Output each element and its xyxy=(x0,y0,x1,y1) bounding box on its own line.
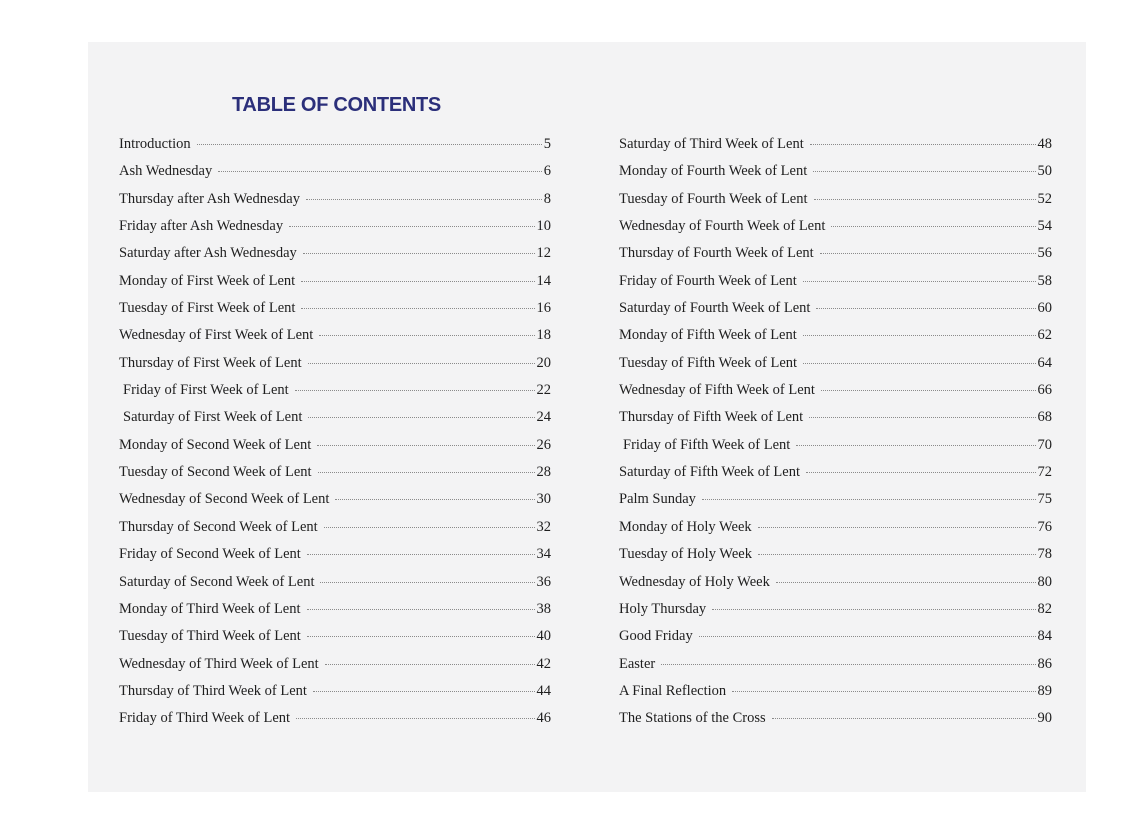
toc-entry xyxy=(119,163,551,190)
toc-entry-label: Monday of Fourth Week of Lent xyxy=(619,163,808,180)
toc-entry-label: Tuesday of Holy Week xyxy=(619,546,752,563)
toc-entry-page: 40 xyxy=(536,628,551,645)
toc-entry-page: 38 xyxy=(536,600,551,617)
toc-entry-page: 12 xyxy=(536,245,551,262)
dot-leader xyxy=(820,253,1036,254)
toc-entry xyxy=(119,409,551,436)
toc-entry-label: Saturday of Second Week of Lent xyxy=(119,573,315,590)
toc-entry xyxy=(619,710,1052,737)
dot-leader xyxy=(324,527,535,528)
toc-entry-page: 78 xyxy=(1037,546,1052,563)
toc-entry xyxy=(619,464,1052,491)
toc-entry-label: Saturday of Third Week of Lent xyxy=(619,136,804,152)
toc-entry-label: Friday of Second Week of Lent xyxy=(119,546,301,563)
toc-entry xyxy=(119,628,551,655)
toc-entry-label: Easter xyxy=(619,655,656,672)
toc-entry-page: 86 xyxy=(1037,655,1052,672)
toc-entry xyxy=(619,519,1052,546)
toc-entry xyxy=(619,355,1052,382)
toc-entry-label: Saturday of Fifth Week of Lent xyxy=(619,464,800,481)
toc-entry-page: 66 xyxy=(1037,382,1052,399)
toc-entry-page: 50 xyxy=(1037,163,1052,180)
toc-entry xyxy=(119,355,551,382)
toc-entry-label: A Final Reflection xyxy=(619,682,727,699)
toc-entry xyxy=(619,574,1052,601)
dot-leader xyxy=(197,144,542,145)
toc-entry-label: Saturday of First Week of Lent xyxy=(123,409,303,426)
toc-entry xyxy=(119,437,551,464)
toc-entry xyxy=(619,136,1052,163)
dot-leader xyxy=(307,609,535,610)
dot-leader xyxy=(320,582,534,583)
toc-entry xyxy=(119,574,551,601)
toc-entry-page: 68 xyxy=(1037,409,1052,426)
toc-entry-label: Saturday of Fourth Week of Lent xyxy=(619,300,811,317)
toc-entry-page: 16 xyxy=(536,300,551,317)
toc-entry xyxy=(119,546,551,573)
dot-leader xyxy=(831,226,1035,227)
dot-leader xyxy=(319,335,534,336)
dot-leader xyxy=(303,253,535,254)
toc-entry-label: Tuesday of Second Week of Lent xyxy=(119,464,312,481)
toc-entry-page: 89 xyxy=(1037,682,1052,699)
toc-entry-label: Holy Thursday xyxy=(619,600,707,617)
toc-entry xyxy=(119,327,551,354)
toc-entry xyxy=(619,245,1052,272)
toc-entry-label: Friday of Fifth Week of Lent xyxy=(623,436,791,453)
toc-entry-page: 8 xyxy=(543,190,551,207)
dot-leader xyxy=(803,363,1035,364)
toc-entry-page: 20 xyxy=(536,354,551,371)
toc-entry-page: 58 xyxy=(1037,272,1052,289)
toc-entry-page: 46 xyxy=(536,710,551,727)
page-title: TABLE OF CONTENTS xyxy=(232,94,441,116)
dot-leader xyxy=(814,199,1036,200)
toc-entry-label: Introduction xyxy=(119,136,191,152)
toc-entry xyxy=(619,601,1052,628)
toc-entry xyxy=(619,273,1052,300)
toc-entry-label: Friday of Third Week of Lent xyxy=(119,710,291,727)
toc-entry xyxy=(119,656,551,683)
toc-entry xyxy=(619,163,1052,190)
toc-entry-page: 62 xyxy=(1037,327,1052,344)
toc-entry xyxy=(119,245,551,272)
toc-entry-label: Friday of First Week of Lent xyxy=(123,382,289,399)
toc-entry xyxy=(619,409,1052,436)
toc-entry xyxy=(119,464,551,491)
toc-entry xyxy=(619,656,1052,683)
dot-leader xyxy=(712,609,1035,610)
toc-entry-page: 84 xyxy=(1037,628,1052,645)
dot-leader xyxy=(732,691,1035,692)
toc-entry-page: 32 xyxy=(536,518,551,535)
dot-leader xyxy=(301,281,534,282)
dot-leader xyxy=(806,472,1036,473)
toc-entry xyxy=(619,491,1052,518)
dot-leader xyxy=(296,718,534,719)
toc-column-right xyxy=(619,136,1052,738)
toc-entry xyxy=(119,491,551,518)
toc-entry-page: 52 xyxy=(1037,190,1052,207)
toc-entry-label: Monday of Second Week of Lent xyxy=(119,436,312,453)
toc-entry-page: 48 xyxy=(1037,136,1052,152)
toc-entry-page: 5 xyxy=(543,136,551,152)
dot-leader xyxy=(661,664,1035,665)
toc-entry-page: 24 xyxy=(536,409,551,426)
toc-entry-label: Wednesday of Fifth Week of Lent xyxy=(619,382,815,399)
toc-entry-page: 80 xyxy=(1037,573,1052,590)
toc-entry-page: 76 xyxy=(1037,518,1052,535)
toc-entry xyxy=(619,546,1052,573)
toc-entry xyxy=(619,191,1052,218)
dot-leader xyxy=(813,171,1035,172)
dot-leader xyxy=(301,308,534,309)
dot-leader xyxy=(308,363,535,364)
dot-leader xyxy=(796,445,1035,446)
toc-entry-page: 64 xyxy=(1037,354,1052,371)
toc-entry-label: Monday of Third Week of Lent xyxy=(119,600,301,617)
toc-entry-label: Thursday of Fifth Week of Lent xyxy=(619,409,804,426)
dot-leader xyxy=(758,527,1036,528)
toc-entry-label: Thursday of Second Week of Lent xyxy=(119,518,318,535)
toc-entry-page: 14 xyxy=(536,272,551,289)
toc-entry xyxy=(119,519,551,546)
dot-leader xyxy=(776,582,1036,583)
toc-entry xyxy=(119,218,551,245)
toc-entry-label: Tuesday of Fourth Week of Lent xyxy=(619,190,808,207)
dot-leader xyxy=(335,499,534,500)
dot-leader xyxy=(308,417,534,418)
toc-entry-label: Wednesday of Second Week of Lent xyxy=(119,491,330,508)
toc-entry-label: Monday of First Week of Lent xyxy=(119,272,296,289)
toc-entry-page: 28 xyxy=(536,464,551,481)
toc-entry-page: 22 xyxy=(536,382,551,399)
toc-entry xyxy=(119,273,551,300)
toc-entry-label: Ash Wednesday xyxy=(119,163,213,180)
dot-leader xyxy=(313,691,535,692)
dot-leader xyxy=(816,308,1035,309)
toc-entry-label: Monday of Holy Week xyxy=(619,518,752,535)
toc-entry xyxy=(619,300,1052,327)
toc-entry xyxy=(119,191,551,218)
toc-entry-label: Tuesday of Third Week of Lent xyxy=(119,628,301,645)
toc-entry xyxy=(619,683,1052,710)
dot-leader xyxy=(317,445,534,446)
dot-leader xyxy=(306,199,542,200)
toc-entry-page: 75 xyxy=(1037,491,1052,508)
toc-entry xyxy=(619,382,1052,409)
dot-leader xyxy=(803,335,1036,336)
toc-entry xyxy=(119,601,551,628)
toc-entry-label: Thursday after Ash Wednesday xyxy=(119,190,300,207)
toc-entry-label: Wednesday of Third Week of Lent xyxy=(119,655,319,672)
toc-entry-page: 44 xyxy=(536,682,551,699)
toc-entry xyxy=(619,327,1052,354)
toc-entry-label: Good Friday xyxy=(619,628,693,645)
toc-entry-page: 70 xyxy=(1037,436,1052,453)
dot-leader xyxy=(307,554,535,555)
toc-entry-page: 36 xyxy=(536,573,551,590)
toc-entry-label: Friday after Ash Wednesday xyxy=(119,218,284,235)
toc-entry-label: Saturday after Ash Wednesday xyxy=(119,245,297,262)
toc-entry-label: Thursday of Third Week of Lent xyxy=(119,682,307,699)
toc-entry xyxy=(619,218,1052,245)
dot-leader xyxy=(702,499,1036,500)
toc-entry xyxy=(619,437,1052,464)
dot-leader xyxy=(295,390,535,391)
toc-entry-page: 26 xyxy=(536,436,551,453)
toc-entry-label: Wednesday of Fourth Week of Lent xyxy=(619,218,826,235)
dot-leader xyxy=(699,636,1036,637)
dot-leader xyxy=(809,417,1035,418)
toc-entry-page: 6 xyxy=(543,163,551,180)
dot-leader xyxy=(289,226,534,227)
toc-entry-label: Thursday of First Week of Lent xyxy=(119,354,302,371)
toc-entry-label: Tuesday of First Week of Lent xyxy=(119,300,296,317)
toc-entry-page: 82 xyxy=(1037,600,1052,617)
toc-entry-page: 56 xyxy=(1037,245,1052,262)
toc-entry xyxy=(119,382,551,409)
toc-entry xyxy=(119,300,551,327)
toc-entry-label: Tuesday of Fifth Week of Lent xyxy=(619,354,798,371)
dot-leader xyxy=(803,281,1036,282)
dot-leader xyxy=(810,144,1036,145)
dot-leader xyxy=(821,390,1036,391)
dot-leader xyxy=(218,171,542,172)
toc-entry-page: 34 xyxy=(536,546,551,563)
toc-entry xyxy=(119,710,551,737)
dot-leader xyxy=(307,636,535,637)
dot-leader xyxy=(325,664,535,665)
dot-leader xyxy=(772,718,1036,719)
toc-entry-label: The Stations of the Cross xyxy=(619,710,766,727)
toc-entry-page: 30 xyxy=(536,491,551,508)
toc-entry-page: 18 xyxy=(536,327,551,344)
toc-entry-page: 90 xyxy=(1037,710,1052,727)
toc-entry-page: 72 xyxy=(1037,464,1052,481)
toc-entry-label: Wednesday of First Week of Lent xyxy=(119,327,314,344)
toc-entry xyxy=(119,136,551,163)
toc-column-left xyxy=(119,136,551,738)
toc-entry-page: 60 xyxy=(1037,300,1052,317)
toc-entry xyxy=(119,683,551,710)
toc-entry-page: 10 xyxy=(536,218,551,235)
toc-entry-page: 42 xyxy=(536,655,551,672)
toc-entry-label: Palm Sunday xyxy=(619,491,696,508)
toc-entry-label: Wednesday of Holy Week xyxy=(619,573,770,590)
toc-entry-label: Thursday of Fourth Week of Lent xyxy=(619,245,814,262)
dot-leader xyxy=(758,554,1036,555)
dot-leader xyxy=(318,472,535,473)
toc-entry-page: 54 xyxy=(1037,218,1052,235)
toc-entry-label: Monday of Fifth Week of Lent xyxy=(619,327,797,344)
toc-entry xyxy=(619,628,1052,655)
toc-entry-label: Friday of Fourth Week of Lent xyxy=(619,272,797,289)
